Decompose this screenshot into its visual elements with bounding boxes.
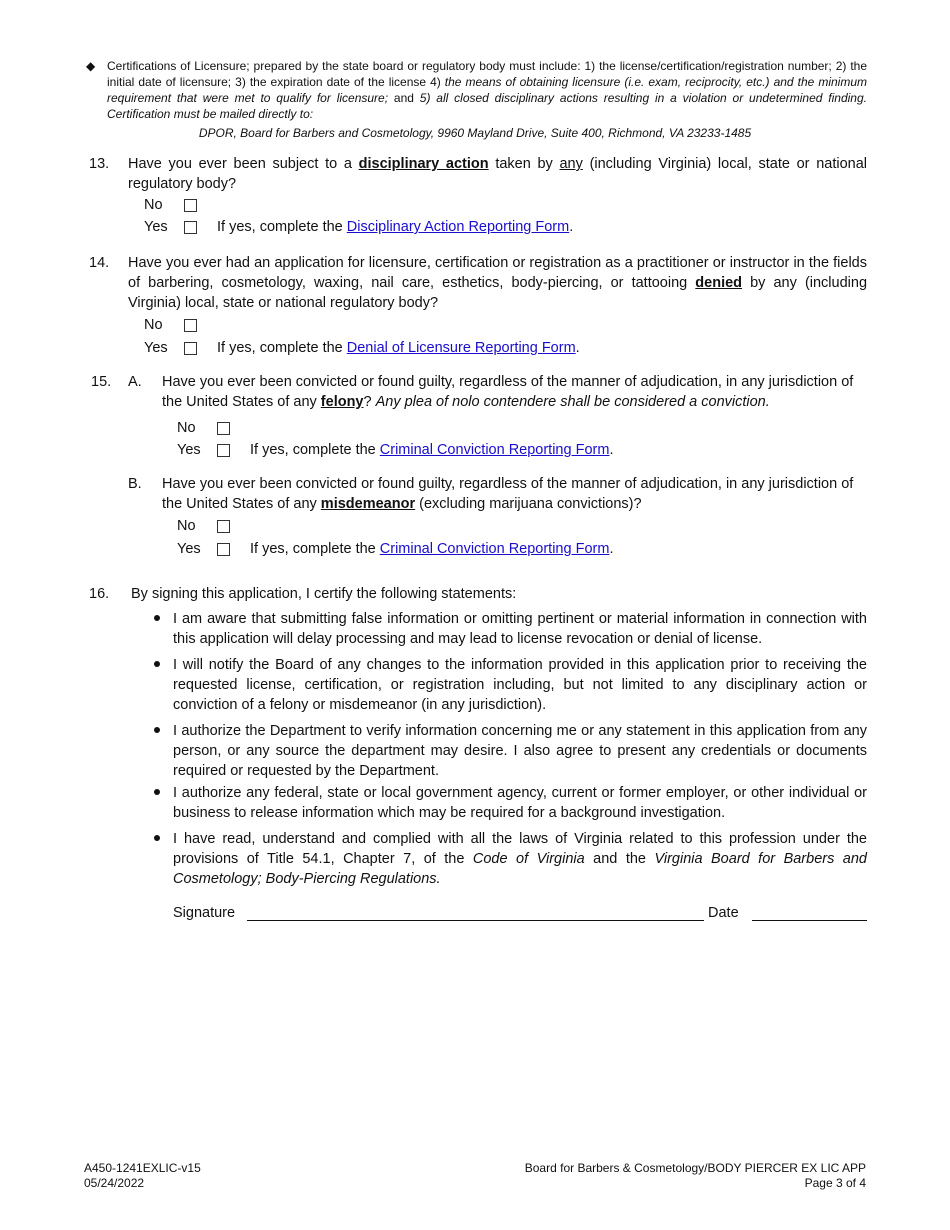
mailing-address: DPOR, Board for Barbers and Cosmetology, 9960 Mayland Drive, Suite 400, Richmond, VA 23233-1485 [198,126,752,140]
question-14-no-checkbox[interactable] [184,319,197,332]
question-15b-yes-checkbox[interactable] [217,543,230,556]
footer-form-id: A450-1241EXLIC-v15 [84,1161,201,1175]
footer-form-date: 05/24/2022 [84,1176,145,1190]
question-16-intro: By signing this application, I certify the following statements: [131,586,517,602]
certify-statement-2: I will notify the Board of any changes to the information provided in this application prior to receiving the requested license, certification, or registration including, but not limited to any disciplinary action or conviction of a felony or misdemeanor (in any jurisdiction). [173,657,867,713]
question-15a-no-option: No [177,418,250,438]
question-15b-no-option: No [177,516,250,536]
date-line[interactable] [752,920,867,921]
signature-line[interactable] [247,920,704,921]
certification-note: Certifications of Licensure; prepared by the state board or regulatory body must include: 1) the license/certification/registration number; 2) the initial date of licensure; 3) the expiration date of the license 4) the means of obtaining licensure (i.e. exam, reciprocity, etc.) and the minimum requirement that were met to qualify for licensure; and 5) all closed disciplinary actions resulting in a violation or undetermined finding. Certification must be mailed directly to: [107,59,867,121]
criminal-conviction-form-link-a[interactable]: Criminal Conviction Reporting Form [379,442,610,458]
bullet-diamond-icon: ◆ [86,59,96,73]
question-13-number: 13. [89,156,110,172]
footer-page-number: Page 3 of 4 [804,1176,866,1190]
bullet-dot-icon [154,661,160,667]
question-15b-text: Have you ever been convicted or found guilty, regardless of the manner of adjudication, in any jurisdiction of the United States of any misdemeanor (excluding marijuana convictions)? [162,476,854,512]
question-14-yes-option: Yes If yes, complete the Denial of Licensure Reporting Form . [144,340,580,356]
question-15-number: 15. [91,374,112,390]
question-15b-letter: B. [128,476,142,492]
disciplinary-action-form-link[interactable]: Disciplinary Action Reporting Form [346,219,570,235]
bullet-dot-icon [154,615,160,621]
criminal-conviction-form-link-b[interactable]: Criminal Conviction Reporting Form [379,541,610,557]
signature-label: Signature [173,905,236,921]
question-15b-yes-option: Yes If yes, complete the Criminal Conviction Reporting Form . [177,541,614,557]
bullet-dot-icon [154,835,160,841]
question-13-no-checkbox[interactable] [184,199,197,212]
question-14-text: Have you ever had an application for licensure, certification or registration as a practitioner or instructor in the fields of barbering, cosmetology, waxing, nail care, esthetics, body-piercing, or tattooing denied by any (including Virginia) local, state or national regulatory body? [128,255,868,311]
denial-of-licensure-form-link[interactable]: Denial of Licensure Reporting Form [346,340,576,356]
certify-statement-4: I authorize any federal, state or local government agency, current or former employer, or other individual or business to release information which may be required for a background investigation. [173,785,867,821]
question-15a-letter: A. [128,374,142,390]
certify-statement-1: I am aware that submitting false information or omitting pertinent or material information in connection with this application will delay processing and may lead to license revocation or denial of license. [173,611,867,647]
question-14-no-option: No [144,315,217,335]
bullet-dot-icon [154,789,160,795]
question-14-yes-checkbox[interactable] [184,342,197,355]
footer-board: Board for Barbers & Cosmetology/BODY PIERCER EX LIC APP [524,1161,866,1175]
question-15a-yes-checkbox[interactable] [217,444,230,457]
question-16-number: 16. [89,586,110,602]
question-15a-yes-option: Yes If yes, complete the Criminal Conviction Reporting Form . [177,442,614,458]
question-15b-no-checkbox[interactable] [217,520,230,533]
question-13-yes-option: Yes If yes, complete the Disciplinary Action Reporting Form . [144,219,574,235]
question-14-number: 14. [89,255,110,271]
question-15a-no-checkbox[interactable] [217,422,230,435]
date-label: Date [708,905,739,921]
certify-statement-5: I have read, understand and complied with all the laws of Virginia related to this profession under the provisions of Title 54.1, Chapter 7, of the Code of Virginia and the Virginia Board for Barbers and Cosmetology; Body-Piercing Regulations. [173,831,867,887]
certify-statement-3: I authorize the Department to verify information concerning me or any statement in this application from any person, or any source the department may desire. I also agree to present any credentials or documents required or requested by the Department. [173,723,867,779]
bullet-dot-icon [154,727,160,733]
question-13-no-option: No [144,195,217,215]
question-13-yes-checkbox[interactable] [184,221,197,234]
question-15a-text: Have you ever been convicted or found guilty, regardless of the manner of adjudication, in any jurisdiction of the United States of any felony? Any plea of nolo contendere shall be considered a conviction. [162,374,854,410]
question-13-text: Have you ever been subject to a disciplinary action taken by any (including Virginia) local, state or national regulatory body? [128,156,867,192]
